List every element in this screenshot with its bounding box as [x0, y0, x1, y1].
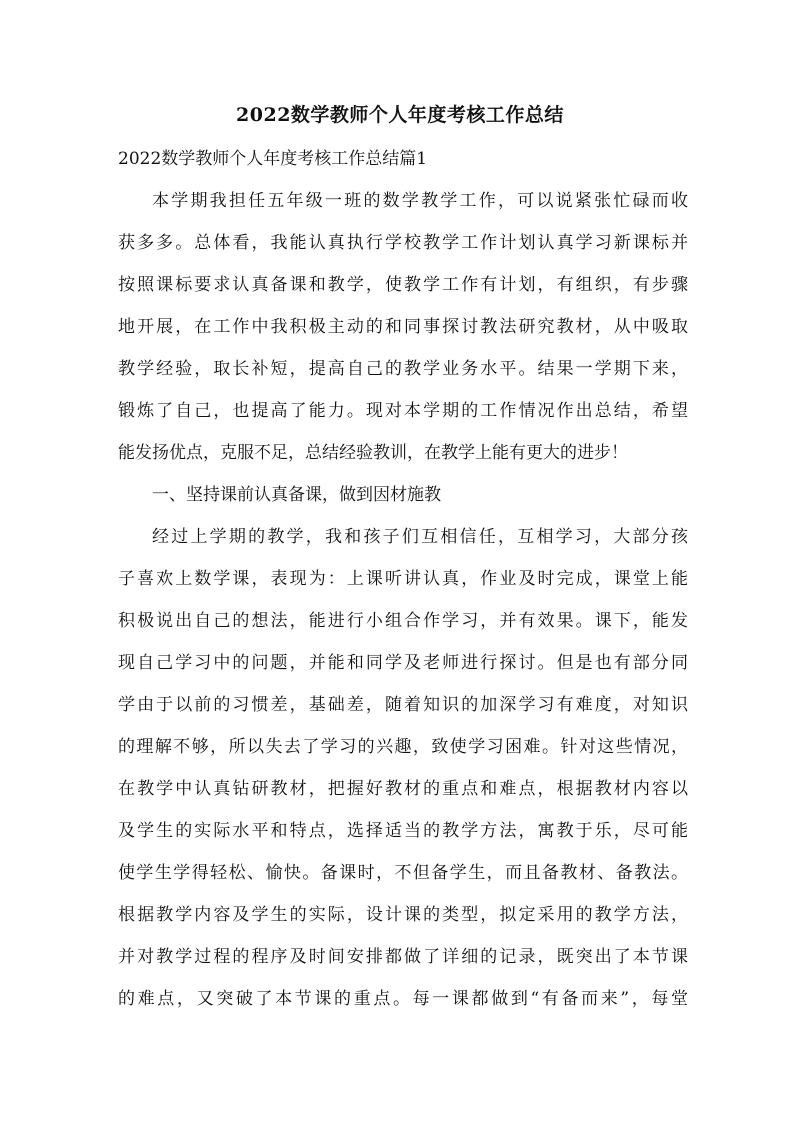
- paragraph-line: 根据教学内容及学生的实际，设计课的类型，拟定采用的教学方法，: [118, 905, 688, 925]
- paragraph-line: 现自己学习中的问题，并能和同学及老师进行探讨。但是也有部分同: [118, 653, 688, 673]
- paragraph-line: 及学生的实际水平和特点，选择适当的教学方法，寓教于乐，尽可能: [118, 821, 688, 841]
- paragraph-line: 获多多。总体看，我能认真执行学校教学工作计划认真学习新课标并: [118, 233, 688, 253]
- paragraph-line: 使学生学得轻松、愉快。备课时，不但备学生，而且备教材、备教法。: [118, 863, 688, 883]
- paragraph-line: 积极说出自己的想法，能进行小组合作学习，并有效果。课下，能发: [118, 611, 688, 631]
- section-subtitle: 2022数学教师个人年度考核工作总结篇1: [118, 149, 428, 169]
- paragraph-line: 子喜欢上数学课，表现为：上课听讲认真，作业及时完成，课堂上能: [118, 569, 688, 589]
- paragraph-line: 经过上学期的教学，我和孩子们互相信任，互相学习，大部分孩: [152, 527, 688, 547]
- paragraph-line: 教学经验，取长补短，提高自己的教学业务水平。结果一学期下来，: [118, 359, 688, 379]
- document-title: 2022数学教师个人年度考核工作总结: [236, 104, 564, 126]
- paragraph-line: 的难点，又突破了本节课的重点。每一课都做到“有备而来”，每堂: [118, 989, 688, 1009]
- paragraph-line: 并对教学过程的程序及时间安排都做了详细的记录，既突出了本节课: [118, 947, 688, 967]
- paragraph-line: 的理解不够，所以失去了学习的兴趣，致使学习困难。针对这些情况，: [118, 737, 688, 757]
- paragraph-line: 在教学中认真钻研教材，把握好教材的重点和难点，根据教材内容以: [118, 779, 688, 799]
- paragraph-line: 能发扬优点，克服不足，总结经验教训，在教学上能有更大的进步！: [118, 443, 628, 463]
- paragraph-line: 学由于以前的习惯差，基础差，随着知识的加深学习有难度，对知识: [118, 695, 688, 715]
- paragraph-line: 按照课标要求认真备课和教学，使教学工作有计划，有组织，有步骤: [118, 275, 688, 295]
- paragraph-line: 本学期我担任五年级一班的数学教学工作，可以说紧张忙碌而收: [152, 191, 688, 211]
- paragraph-line: 锻炼了自己，也提高了能力。现对本学期的工作情况作出总结，希望: [118, 401, 688, 421]
- paragraph-line: 地开展，在工作中我积极主动的和同事探讨教法研究教材，从中吸取: [118, 317, 688, 337]
- section-heading: 一、坚持课前认真备课，做到因材施教: [152, 485, 441, 505]
